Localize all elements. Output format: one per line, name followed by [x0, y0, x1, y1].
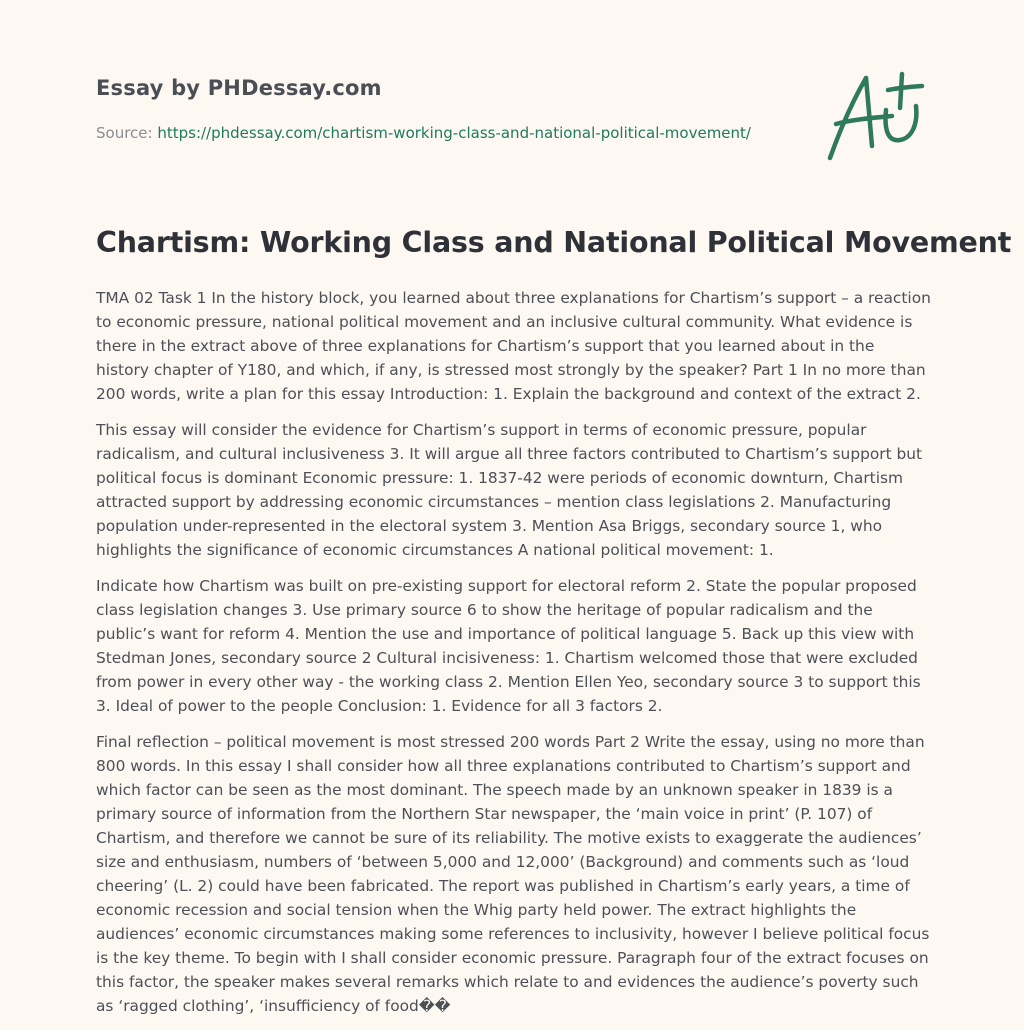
essay-paragraph: Final reflection – political movement is most stressed 200 words Part 2 Write the essay, using no more than 800 words. In this essay I shall consider how all three explanations contributed to Chartism’s support and which factor can be seen as the most dominant. The speech made by an unknown speaker in 1839 is a primary source of information from the Northern Star newspaper, the ‘main voice in print’ (P. 107) of Chartism, and therefore we cannot be sure of its reliability. The motive exists to exaggerate the audiences’ size and enthusiasm, numbers of ‘between 5,000 and 12,000’ (Background) and comments such as ‘loud cheering’ (L. 2) could have been fabricated. The report was published in Chartism’s early years, a time of economic recession and social tension when the Whig party held power. The extract highlights the audiences’ economic circumstances making some references to inclusivity, however I believe political focus is the key theme. To begin with I shall consider economic pressure. Paragraph four of the extract focuses on this factor, the speaker makes several remarks which relate to and evidences the audience’s poverty such as ‘ragged clothing’, ‘insufficiency of food��	[96, 733, 930, 1015]
essay-paragraph: TMA 02 Task 1 In the history block, you learned about three explanations for Chartism’s support – a reaction to economic pressure, national political movement and an inclusive cultural community. What evidence is there in the extract above of three explanations for Chartism’s support that you learned about in the history chapter of Y180, and which, if any, is stressed most strongly by the speaker? Part 1 In no more than 200 words, write a plan for this essay Introduction: 1. Explain the background and context of the extract 2.	[96, 289, 931, 403]
source-link[interactable]: https://phdessay.com/chartism-working-class-and-national-political-movement/	[157, 124, 751, 142]
source-label: Source:	[96, 124, 158, 142]
a-plus-logo-icon	[826, 68, 926, 164]
essay-paragraph: This essay will consider the evidence for Chartism’s support in terms of economic pressure, popular radicalism, and cultural inclusiveness 3. It will argue all three factors contributed to Chartism’s support but political focus is dominant Economic pressure: 1. 1837-42 were periods of economic downturn, Chartism attracted support by addressing economic circumstances – mention class legislations 2. Manufacturing population under-represented in the electoral system 3. Mention Asa Briggs, secondary source 1, who highlights the significance of economic circumstances A national political movement: 1.	[96, 421, 923, 559]
essay-title: Chartism: Working Class and National Political Movement	[96, 226, 1012, 259]
essay-paragraph: Indicate how Chartism was built on pre-existing support for electoral reform 2. State the popular proposed class legislation changes 3. Use primary source 6 to show the heritage of popular radicalism and the public’s want for reform 4. Mention the use and importance of political language 5. Back up this view with Stedman Jones, secondary source 2 Cultural incisiveness: 1. Chartism welcomed those that were excluded from power in every other way - the working class 2. Mention Ellen Yeo, secondary source 3 to support this 3. Ideal of power to the people Conclusion: 1. Evidence for all 3 factors 2.	[96, 577, 921, 715]
site-brand: Essay by PHDessay.com	[96, 76, 382, 100]
source-line	[96, 124, 751, 142]
essay-body	[96, 286, 932, 1030]
